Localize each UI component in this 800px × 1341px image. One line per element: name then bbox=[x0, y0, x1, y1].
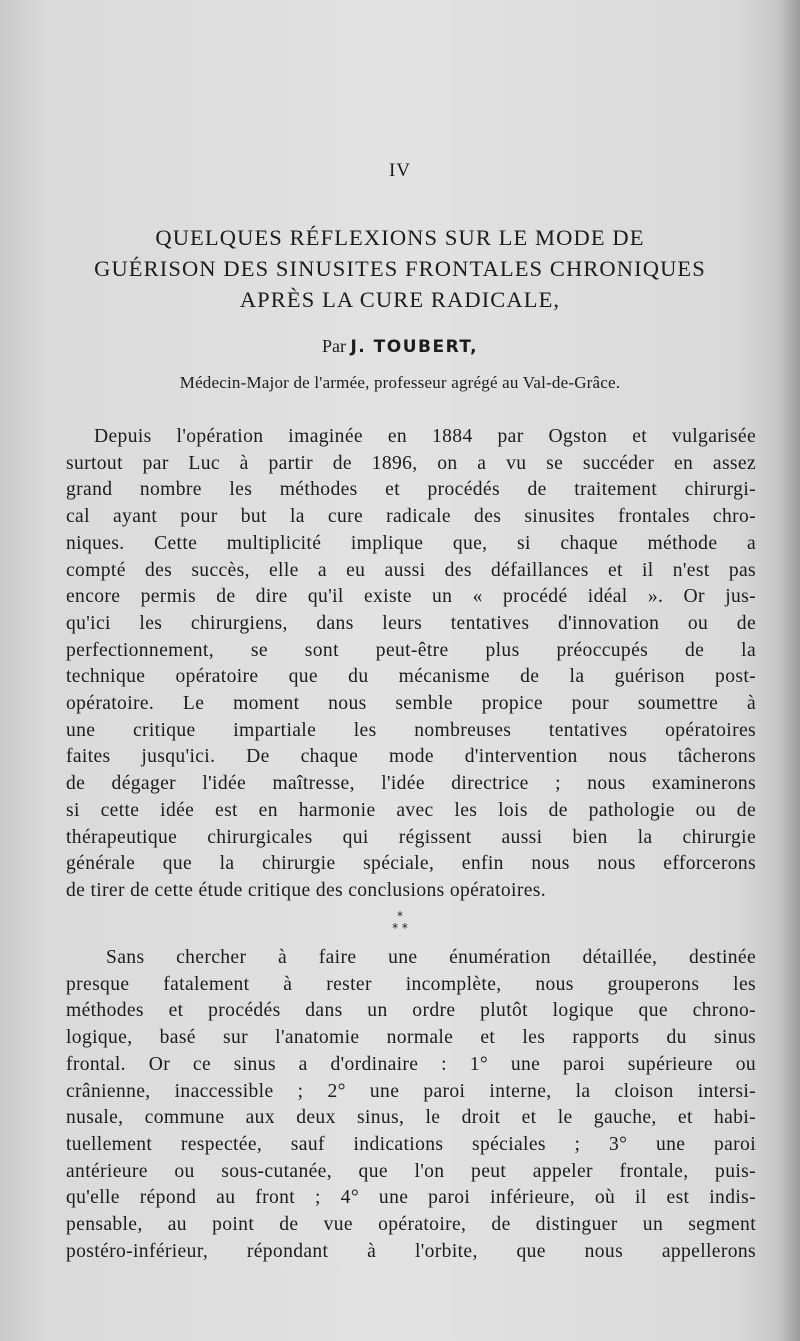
title-line-1: QUELQUES RÉFLEXIONS SUR LE MODE DE bbox=[155, 225, 645, 250]
paragraph-2-line: tuellement respectée, sauf indications spéciales ; 3° une paroi bbox=[66, 1133, 756, 1155]
paragraph-1-line: Depuis l'opération imaginée en 1884 par Ogston et vulgarisée bbox=[94, 426, 756, 447]
chapter-number: IV bbox=[388, 160, 412, 181]
title-line-2: GUÉRISON DES SINUSITES FRONTALES CHRONIQUES bbox=[94, 256, 706, 281]
paragraph-1-line: niques. Cette multiplicité implique que, si chaque méthode a bbox=[66, 532, 756, 554]
paragraph-1-line: compté des succès, elle a eu aussi des défaillances et il n'est pas bbox=[66, 559, 756, 581]
paragraph-2 bbox=[66, 945, 756, 1265]
paragraph-1-line: faites jusqu'ici. De chaque mode d'intervention nous tâcherons bbox=[66, 746, 756, 768]
paragraph-1-line: grand nombre les méthodes et procédés de traitement chirurgi- bbox=[66, 479, 756, 501]
paragraph-1-line: opératoire. Le moment nous semble propice pour soumettre à bbox=[66, 693, 756, 715]
paragraph-1-line: encore permis de dire qu'il existe un « procédé idéal ». Or jus- bbox=[66, 586, 756, 608]
paragraph-2-line: crânienne, inaccessible ; 2° une paroi interne, la cloison intersi- bbox=[66, 1080, 756, 1102]
author-prefix: Par bbox=[321, 336, 346, 356]
paragraph-1-line: thérapeutique chirurgicales qui régissent aussi bien la chirurgie bbox=[66, 826, 756, 848]
article-title bbox=[50, 222, 750, 315]
separator-star-top: * bbox=[397, 909, 403, 923]
paragraph-2-line: pensable, au point de vue opératoire, de distinguer un segment bbox=[66, 1214, 756, 1236]
paragraph-2-line: qu'elle répond au front ; 4° une paroi inférieure, où il est indis- bbox=[66, 1187, 756, 1209]
paragraph-2-line: postéro-inférieur, répondant à l'orbite, que nous appellerons bbox=[66, 1240, 756, 1262]
paragraph-1-line: de tirer de cette étude critique des conclusions opératoires. bbox=[66, 879, 546, 901]
paragraph-1-line: générale que la chirurgie spéciale, enfin nous nous efforcerons bbox=[66, 853, 756, 875]
separator-star-bottom: * * bbox=[392, 921, 408, 935]
paragraph-1-line: cal ayant pour but la cure radicale des sinusites frontales chro- bbox=[66, 506, 756, 528]
author-line bbox=[0, 336, 800, 357]
paragraph-1-line: si cette idée est en harmonie avec les lois de pathologie ou de bbox=[66, 799, 756, 821]
title-line-3: APRÈS LA CURE RADICALE, bbox=[239, 287, 561, 312]
paragraph-2-line: nusale, commune aux deux sinus, le droit et le gauche, et habi- bbox=[66, 1107, 756, 1129]
paragraph-2-line: frontal. Or ce sinus a d'ordinaire : 1° une paroi supérieure ou bbox=[66, 1053, 756, 1075]
paragraph-1-line: technique opératoire que du mécanisme de la guérison post- bbox=[66, 666, 756, 688]
paragraph-2-line: presque fatalement à rester incomplète, nous grouperons les bbox=[66, 973, 756, 995]
paragraph-1-line: de dégager l'idée maîtresse, l'idée directrice ; nous examinerons bbox=[66, 773, 756, 795]
paragraph-2-line: Sans chercher à faire une énumération détaillée, destinée bbox=[106, 947, 756, 968]
paragraph-2-line: méthodes et procédés dans un ordre plutôt logique que chrono- bbox=[66, 1000, 756, 1022]
paragraph-1-line: surtout par Luc à partir de 1896, on a vu se succéder en assez bbox=[66, 452, 756, 474]
paragraph-1-line: une critique impartiale les nombreuses tentatives opératoires bbox=[66, 719, 756, 741]
author-name: J. TOUBERT, bbox=[350, 337, 479, 357]
paragraph-1 bbox=[66, 424, 756, 905]
paragraph-1-line: perfectionnement, se sont peut-être plus préoccupés de la bbox=[66, 639, 756, 661]
paragraph-2-line: antérieure ou sous-cutanée, que l'on peut appeler frontale, puis- bbox=[66, 1160, 756, 1182]
author-affiliation: Médecin-Major de l'armée, professeur agrégé au Val-de-Grâce. bbox=[179, 373, 621, 392]
paragraph-1-line: qu'ici les chirurgiens, dans leurs tentatives d'innovation ou de bbox=[66, 612, 756, 634]
section-separator bbox=[0, 910, 800, 934]
paragraph-2-line: logique, basé sur l'anatomie normale et les rapports du sinus bbox=[66, 1027, 756, 1049]
